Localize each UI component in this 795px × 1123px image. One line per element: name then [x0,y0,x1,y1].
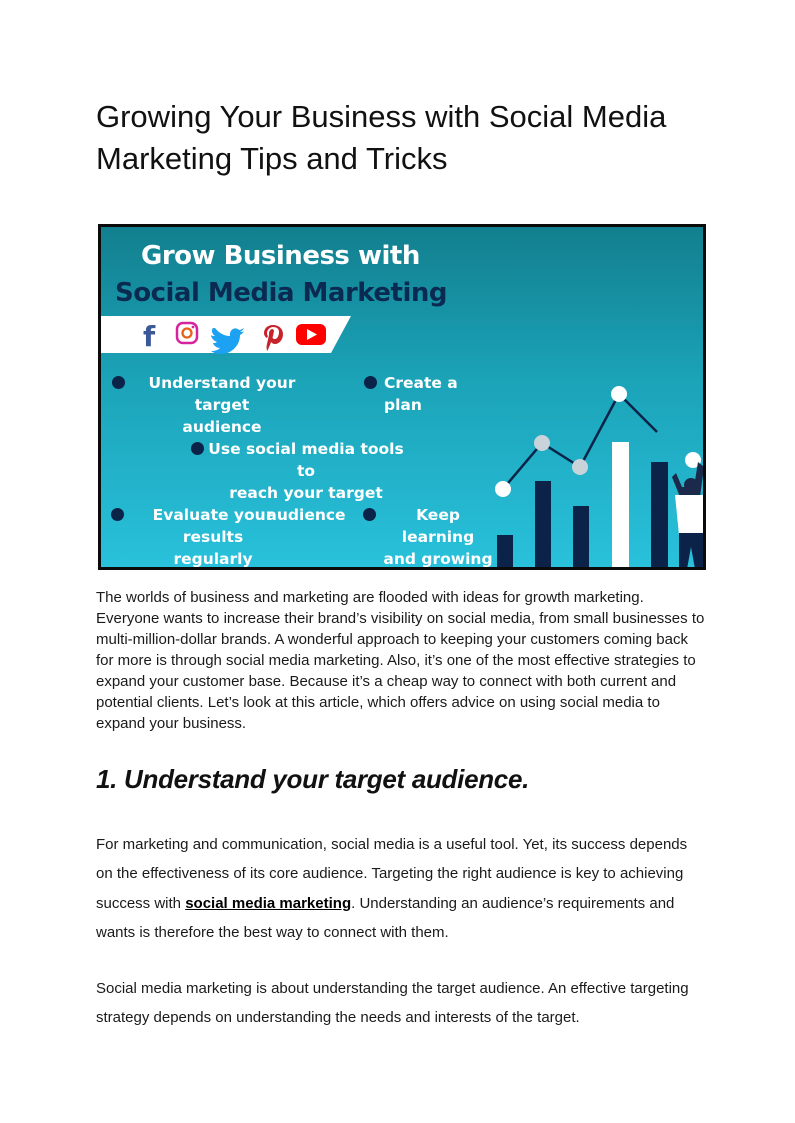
hero-bullet-tools: Use social media tools to reach your target audience [201,438,411,526]
bullet-dot-icon [111,508,124,521]
hero-bullet-understand: Understand your target audience [132,372,312,438]
social-media-marketing-link[interactable]: social media marketing [185,894,352,912]
svg-text:f: f [143,320,156,353]
section-paragraph-2: Social media marketing is about understanding the target audience. An effective targeting strategy depends on understanding the needs and interests of the target. [96,980,689,1027]
bullet-dot-icon [112,376,125,389]
celebrating-person-illustration [672,462,703,567]
facebook-icon [143,320,156,353]
hero-banner-image [98,224,706,570]
intro-paragraph: The worlds of business and marketing are flooded with ideas for growth marketing. Everyone wants to increase their brand’s visibility on social media, from small businesses to multi-million-dollar brands. A wonderful approach to keeping your customers coming back for more is through social media marketing. Also, it’s one of the most effective strategies to expand your customer base. Because it’s a cheap way to connect with both current and potential clients. Let’s look at this article, which offers advice on using social media to expand your business. [96,589,705,732]
bullet-dot-icon [191,442,204,455]
bullet-dot-icon [363,508,376,521]
document-title: Growing Your Business with Social Media Marketing Tips and Tricks [96,99,667,176]
youtube-icon [296,324,326,345]
section-paragraph-1: For marketing and communication, social media is a useful tool. Yet, its success depends on the effectiveness of its core audience. Targeting the right audience is key to achieving success with social media marketing. Understanding an audience’s requirements and wants is therefore the best way to connect with them. [96,836,688,941]
hero-bullet-learning: Keep learning and growing [383,504,493,570]
hero-bullet-plan: Create a plan [384,372,494,416]
section-heading: 1. Understand your target audience. [96,764,530,794]
hero-heading-line1: Grow Business with [141,241,420,271]
trend-points [495,386,701,497]
hero-heading-line2: Social Media Marketing [115,278,447,308]
hero-bullet-evaluate: Evaluate your results regularly [129,504,297,570]
bullet-dot-icon [364,376,377,389]
